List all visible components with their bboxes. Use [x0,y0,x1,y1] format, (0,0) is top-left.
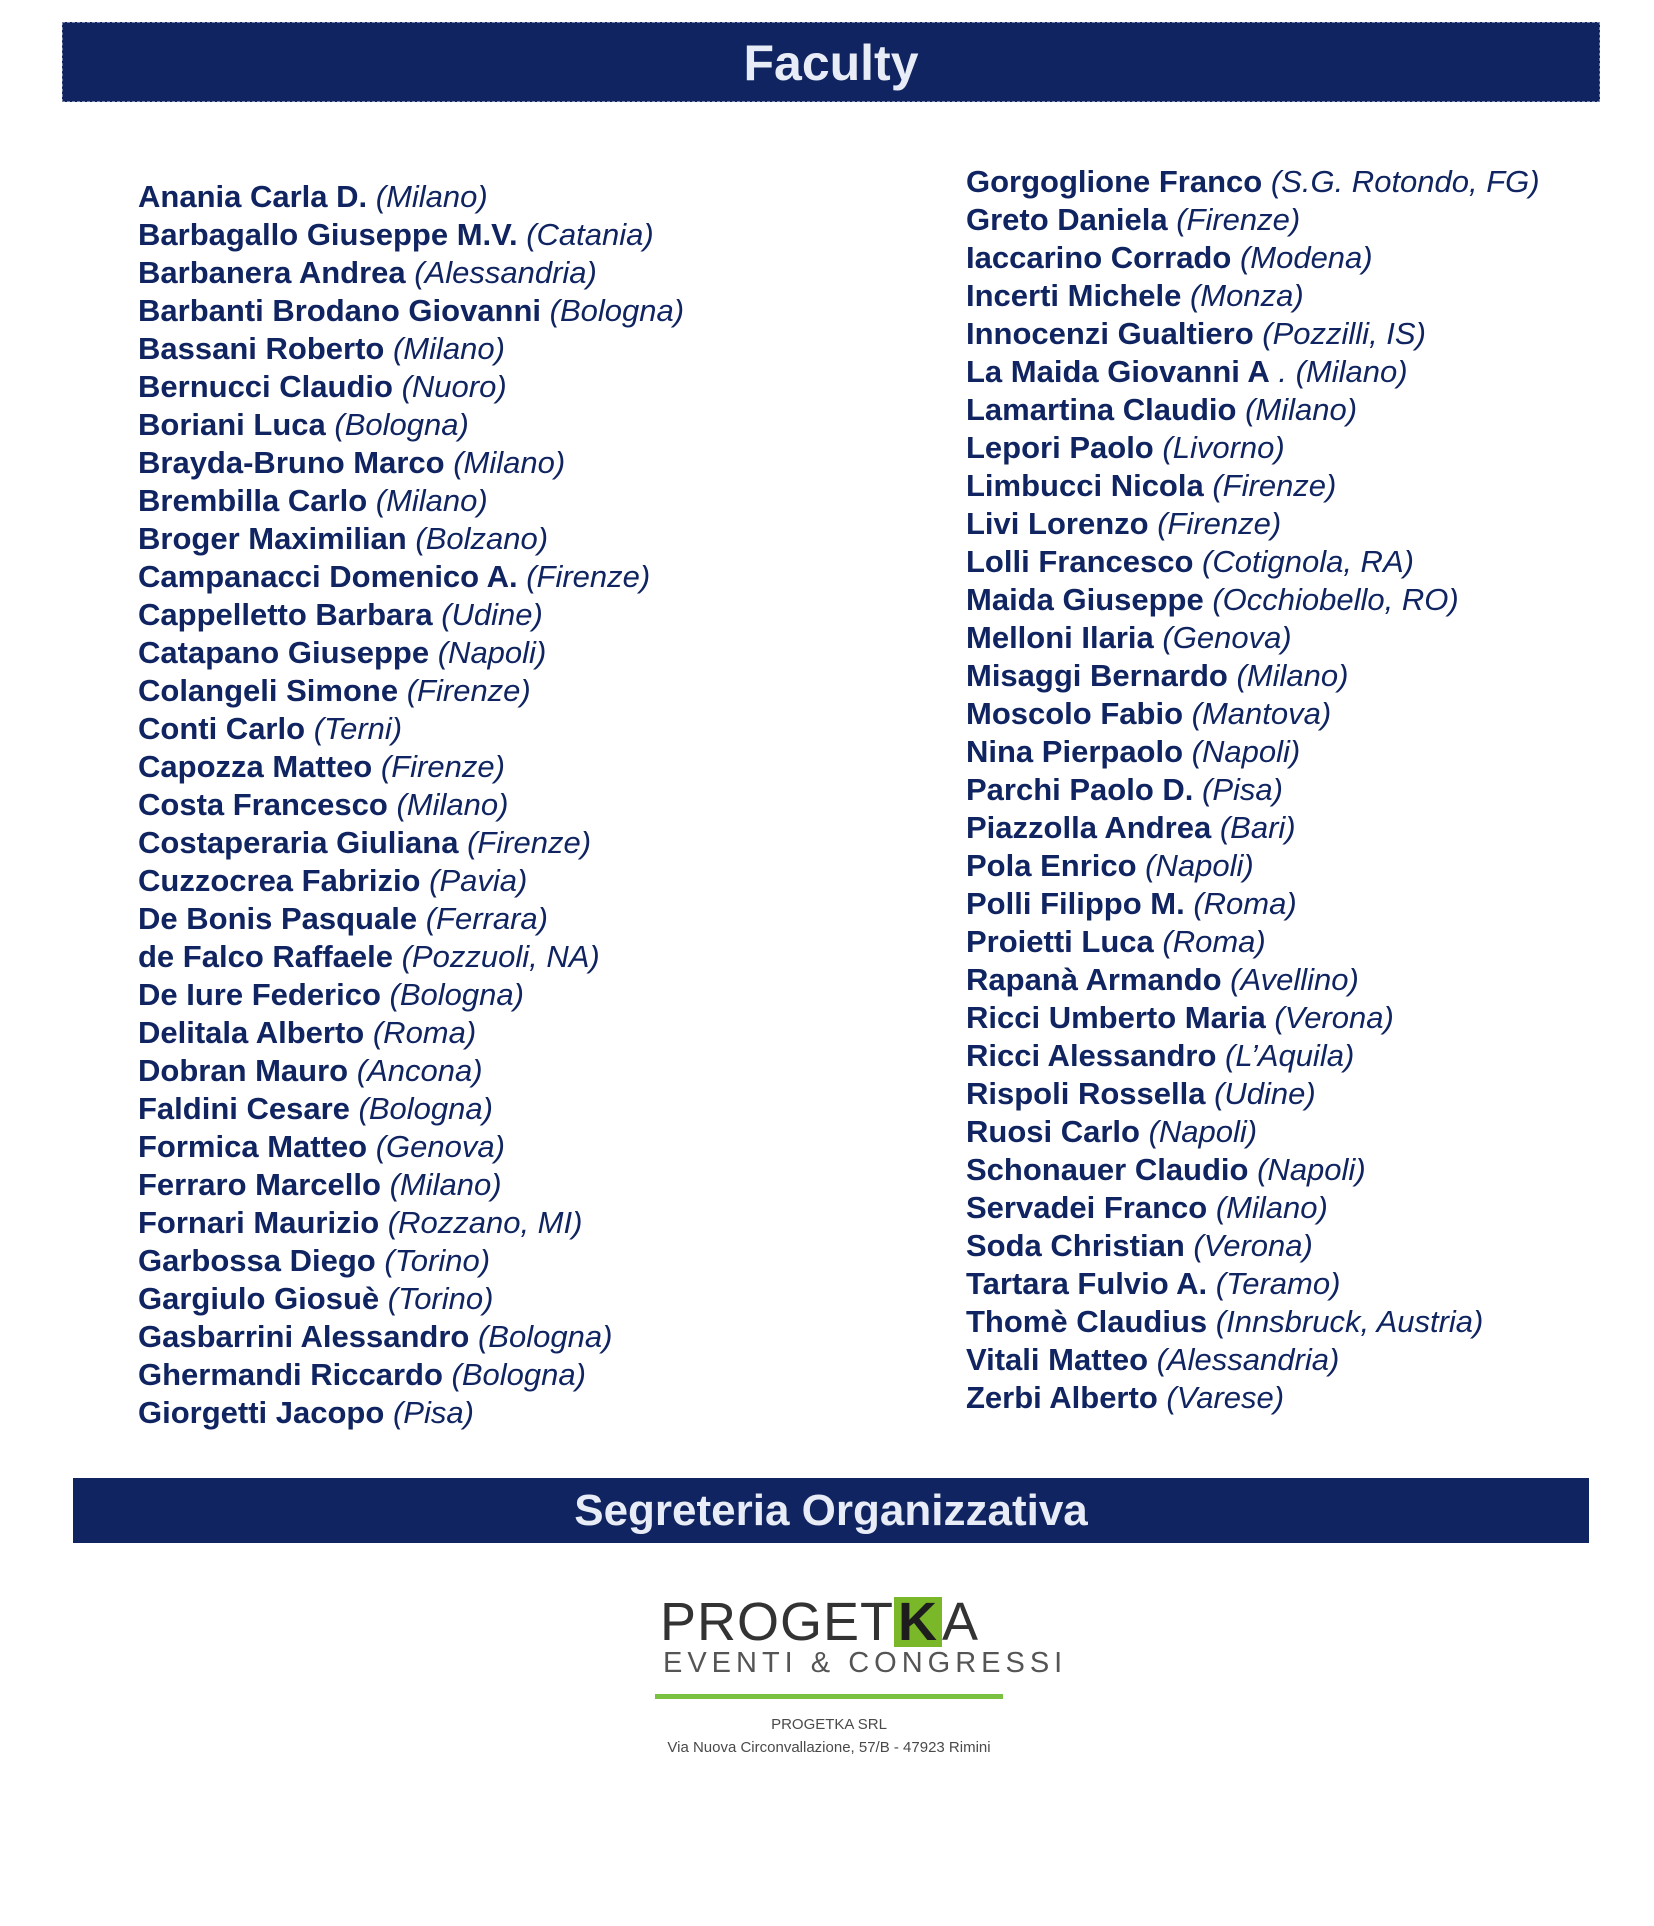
member-name: Conti Carlo [138,711,306,746]
member-city: (Bolzano) [415,521,549,556]
member-name: Innocenzi Gualtiero [966,316,1254,351]
faculty-list-left [138,178,684,1432]
member-city: (Milano) [392,331,505,366]
member-city: (Milano) [1236,658,1349,693]
faculty-member [966,695,1540,733]
member-name: Piazzolla Andrea [966,810,1212,845]
member-city: (Livorno) [1162,430,1285,465]
faculty-member [966,201,1540,239]
faculty-title: Faculty [743,35,919,91]
member-city: (Udine) [441,597,543,632]
faculty-member [138,254,684,292]
faculty-member [138,1052,684,1090]
faculty-member [966,581,1540,619]
faculty-member [966,657,1540,695]
member-city: (Rozzano, MI) [387,1205,583,1240]
member-name: Polli Filippo M. [966,886,1185,921]
member-city: (Firenze) [380,749,505,784]
faculty-member [138,824,684,862]
member-name: Misaggi Bernardo [966,658,1228,693]
member-city: (Milano) [453,445,566,480]
member-city: (Terni) [313,711,403,746]
member-city: (L’Aquila) [1225,1038,1355,1073]
member-name: Faldini Cesare [138,1091,350,1126]
member-city: (Napoli) [437,635,547,670]
faculty-member [966,847,1540,885]
member-city: (Milano) [375,483,488,518]
faculty-member [966,391,1540,429]
member-name: Capozza Matteo [138,749,373,784]
member-name: Livi Lorenzo [966,506,1149,541]
faculty-member [966,619,1540,657]
member-city: (Roma) [1162,924,1266,959]
member-name: Ruosi Carlo [966,1114,1140,1149]
member-name: Costaperaria Giuliana [138,825,459,860]
member-name: Barbanera Andrea [138,255,406,290]
member-city: (Pavia) [429,863,528,898]
member-city: (Mantova) [1191,696,1332,731]
member-name: Ricci Alessandro [966,1038,1217,1073]
member-name: Limbucci Nicola [966,468,1204,503]
faculty-member [966,163,1540,201]
member-name: Boriani Luca [138,407,326,442]
member-city: (Verona) [1193,1228,1313,1263]
member-name: Bernucci Claudio [138,369,393,404]
member-name: Barbanti Brodano Giovanni [138,293,542,328]
faculty-member [138,862,684,900]
member-name: Nina Pierpaolo [966,734,1184,769]
member-city: (Firenze) [526,559,651,594]
logo-divider [655,1694,1003,1699]
faculty-member [966,1379,1540,1417]
member-city: (Milano) [389,1167,502,1202]
faculty-member [966,1151,1540,1189]
member-city: (Alessandria) [414,255,597,290]
member-name: Fornari Maurizio [138,1205,380,1240]
member-city: (Roma) [1193,886,1297,921]
member-name: De Bonis Pasquale [138,901,418,936]
faculty-member [138,444,684,482]
member-city: (Pisa) [392,1395,474,1430]
faculty-member [138,520,684,558]
member-name: Colangeli Simone [138,673,399,708]
segreteria-header [73,1478,1589,1543]
faculty-member [138,900,684,938]
member-city: (Firenze) [1212,468,1337,503]
member-name: Formica Matteo [138,1129,368,1164]
faculty-member [966,353,1540,391]
member-name: Iaccarino Corrado [966,240,1232,275]
member-city: (Pisa) [1202,772,1283,807]
faculty-member [138,1014,684,1052]
faculty-member [966,1075,1540,1113]
member-city: (Teramo) [1215,1266,1341,1301]
member-name: Thomè Claudius [966,1304,1208,1339]
member-city: (Napoli) [1257,1152,1366,1187]
faculty-member [138,482,684,520]
member-name: Gargiulo Giosuè [138,1281,380,1316]
faculty-member [966,277,1540,315]
faculty-member [138,1356,684,1394]
faculty-member [138,330,684,368]
member-city: (Ancona) [356,1053,483,1088]
member-city: (Milano) [396,787,509,822]
faculty-member [966,239,1540,277]
member-city: (Napoli) [1191,734,1301,769]
member-name: Broger Maximilian [138,521,407,556]
faculty-member [138,1166,684,1204]
member-name: Brayda-Bruno Marco [138,445,445,480]
segreteria-title: Segreteria Organizzativa [574,1486,1088,1535]
faculty-member [966,733,1540,771]
faculty-member [138,1090,684,1128]
faculty-member [966,1037,1540,1075]
member-name: Melloni Ilaria [966,620,1154,655]
member-name: Ferraro Marcello [138,1167,381,1202]
member-city: (Milano) [375,179,488,214]
faculty-member [138,938,684,976]
member-city: (Occhiobello, RO) [1212,582,1459,617]
member-city: (Milano) [1245,392,1358,427]
faculty-member [138,1318,684,1356]
faculty-member [966,1189,1540,1227]
member-city: (Bologna) [477,1319,613,1354]
member-city: (Cotignola, RA) [1202,544,1414,579]
member-name: Barbagallo Giuseppe M.V. [138,217,518,252]
member-name: Gasbarrini Alessandro [138,1319,470,1354]
member-name: Schonauer Claudio [966,1152,1249,1187]
member-city: (Ferrara) [425,901,548,936]
member-name: Costa Francesco [138,787,388,822]
member-name: Vitali Matteo [966,1342,1149,1377]
member-city: (Bologna) [358,1091,493,1126]
member-city: (Genova) [1162,620,1292,655]
member-city: (Bari) [1219,810,1296,845]
member-name: Lolli Francesco [966,544,1194,579]
member-name: De Iure Federico [138,977,381,1012]
progetka-logo [655,1592,1068,1772]
faculty-member [966,771,1540,809]
member-name: Garbossa Diego [138,1243,376,1278]
member-city: (Nuoro) [401,369,507,404]
member-city: (S.G. Rotondo, FG) [1270,164,1540,199]
member-city: (Catania) [526,217,654,252]
faculty-member [966,429,1540,467]
member-city: (Napoli) [1148,1114,1258,1149]
member-name: Moscolo Fabio [966,696,1183,731]
logo-subtitle: EVENTI & CONGRESSI [663,1647,1068,1679]
member-city: (Bologna) [549,293,685,328]
member-name: Campanacci Domenico A. [138,559,518,594]
logo-word-start: PROGET [660,1592,895,1652]
member-city: (Monza) [1189,278,1304,313]
faculty-member [966,315,1540,353]
faculty-member [966,961,1540,999]
member-name: Maida Giuseppe [966,582,1204,617]
member-name: Ghermandi Riccardo [138,1357,443,1392]
faculty-member [138,672,684,710]
member-name: Greto Daniela [966,202,1168,237]
member-city: . (Milano) [1278,354,1408,389]
member-name: Soda Christian [966,1228,1185,1263]
member-name: Servadei Franco [966,1190,1208,1225]
faculty-member [966,885,1540,923]
member-name: Bassani Roberto [138,331,385,366]
member-name: Dobran Mauro [138,1053,349,1088]
member-name: Delitala Alberto [138,1015,365,1050]
member-city: (Avellino) [1230,962,1359,997]
member-name: Cuzzocrea Fabrizio [138,863,421,898]
member-city: (Bologna) [334,407,469,442]
faculty-member [138,596,684,634]
member-city: (Napoli) [1145,848,1254,883]
member-city: (Firenze) [1157,506,1282,541]
member-city: (Torino) [387,1281,494,1316]
member-name: Lamartina Claudio [966,392,1237,427]
faculty-member [138,558,684,596]
faculty-member [138,976,684,1014]
faculty-member [966,543,1540,581]
member-name: Cappelletto Barbara [138,597,433,632]
member-city: (Firenze) [406,673,531,708]
member-city: (Pozzuoli, NA) [401,939,600,974]
faculty-member [138,406,684,444]
member-city: (Alessandria) [1156,1342,1340,1377]
faculty-member [138,1128,684,1166]
faculty-member [966,923,1540,961]
faculty-header [62,22,1600,102]
faculty-member [138,634,684,672]
faculty-member [138,292,684,330]
faculty-member [138,748,684,786]
faculty-member [966,809,1540,847]
member-name: Incerti Michele [966,278,1182,313]
faculty-member [966,1113,1540,1151]
faculty-member [966,505,1540,543]
member-name: de Falco Raffaele [138,939,393,974]
member-name: Tartara Fulvio A. [966,1266,1208,1301]
member-city: (Modena) [1239,240,1373,275]
logo-word-end: A [942,1592,980,1652]
member-city: (Varese) [1166,1380,1285,1415]
faculty-member [966,1341,1540,1379]
member-city: (Milano) [1215,1190,1328,1225]
faculty-member [138,178,684,216]
member-city: (Pozzilli, IS) [1262,316,1426,351]
faculty-member [138,368,684,406]
company-address: Via Nuova Circonvallazione, 57/B - 47923 Rimini [667,1739,991,1756]
faculty-member [138,710,684,748]
member-name: Gorgoglione Franco [966,164,1263,199]
faculty-member [966,467,1540,505]
member-city: (Torino) [384,1243,491,1278]
faculty-member [966,1303,1540,1341]
member-name: Giorgetti Jacopo [138,1395,385,1430]
faculty-list-right [966,163,1540,1417]
member-city: (Bologna) [451,1357,586,1392]
logo-wordmark [660,1592,979,1652]
member-name: Rapanà Armando [966,962,1222,997]
member-name: Ricci Umberto Maria [966,1000,1266,1035]
member-name: La Maida Giovanni A [966,354,1270,389]
faculty-member [966,999,1540,1037]
member-city: (Innsbruck, Austria) [1215,1304,1484,1339]
member-name: Proietti Luca [966,924,1154,959]
faculty-member [138,1280,684,1318]
member-name: Lepori Paolo [966,430,1154,465]
company-name: PROGETKA SRL [771,1716,887,1733]
member-city: (Firenze) [1176,202,1301,237]
member-city: (Verona) [1274,1000,1394,1035]
faculty-member [966,1265,1540,1303]
faculty-member [138,1394,684,1432]
faculty-member [966,1227,1540,1265]
faculty-member [138,216,684,254]
member-city: (Udine) [1214,1076,1316,1111]
member-name: Zerbi Alberto [966,1380,1158,1415]
member-name: Parchi Paolo D. [966,772,1194,807]
member-city: (Firenze) [467,825,592,860]
faculty-member [138,786,684,824]
member-name: Pola Enrico [966,848,1137,883]
member-city: (Genova) [375,1129,505,1164]
faculty-member [138,1242,684,1280]
member-name: Catapano Giuseppe [138,635,430,670]
member-name: Brembilla Carlo [138,483,368,518]
member-city: (Roma) [372,1015,477,1050]
faculty-member [138,1204,684,1242]
logo-k-box: K [894,1597,942,1647]
member-name: Anania Carla D. [138,179,368,214]
member-name: Rispoli Rossella [966,1076,1206,1111]
member-city: (Bologna) [389,977,524,1012]
